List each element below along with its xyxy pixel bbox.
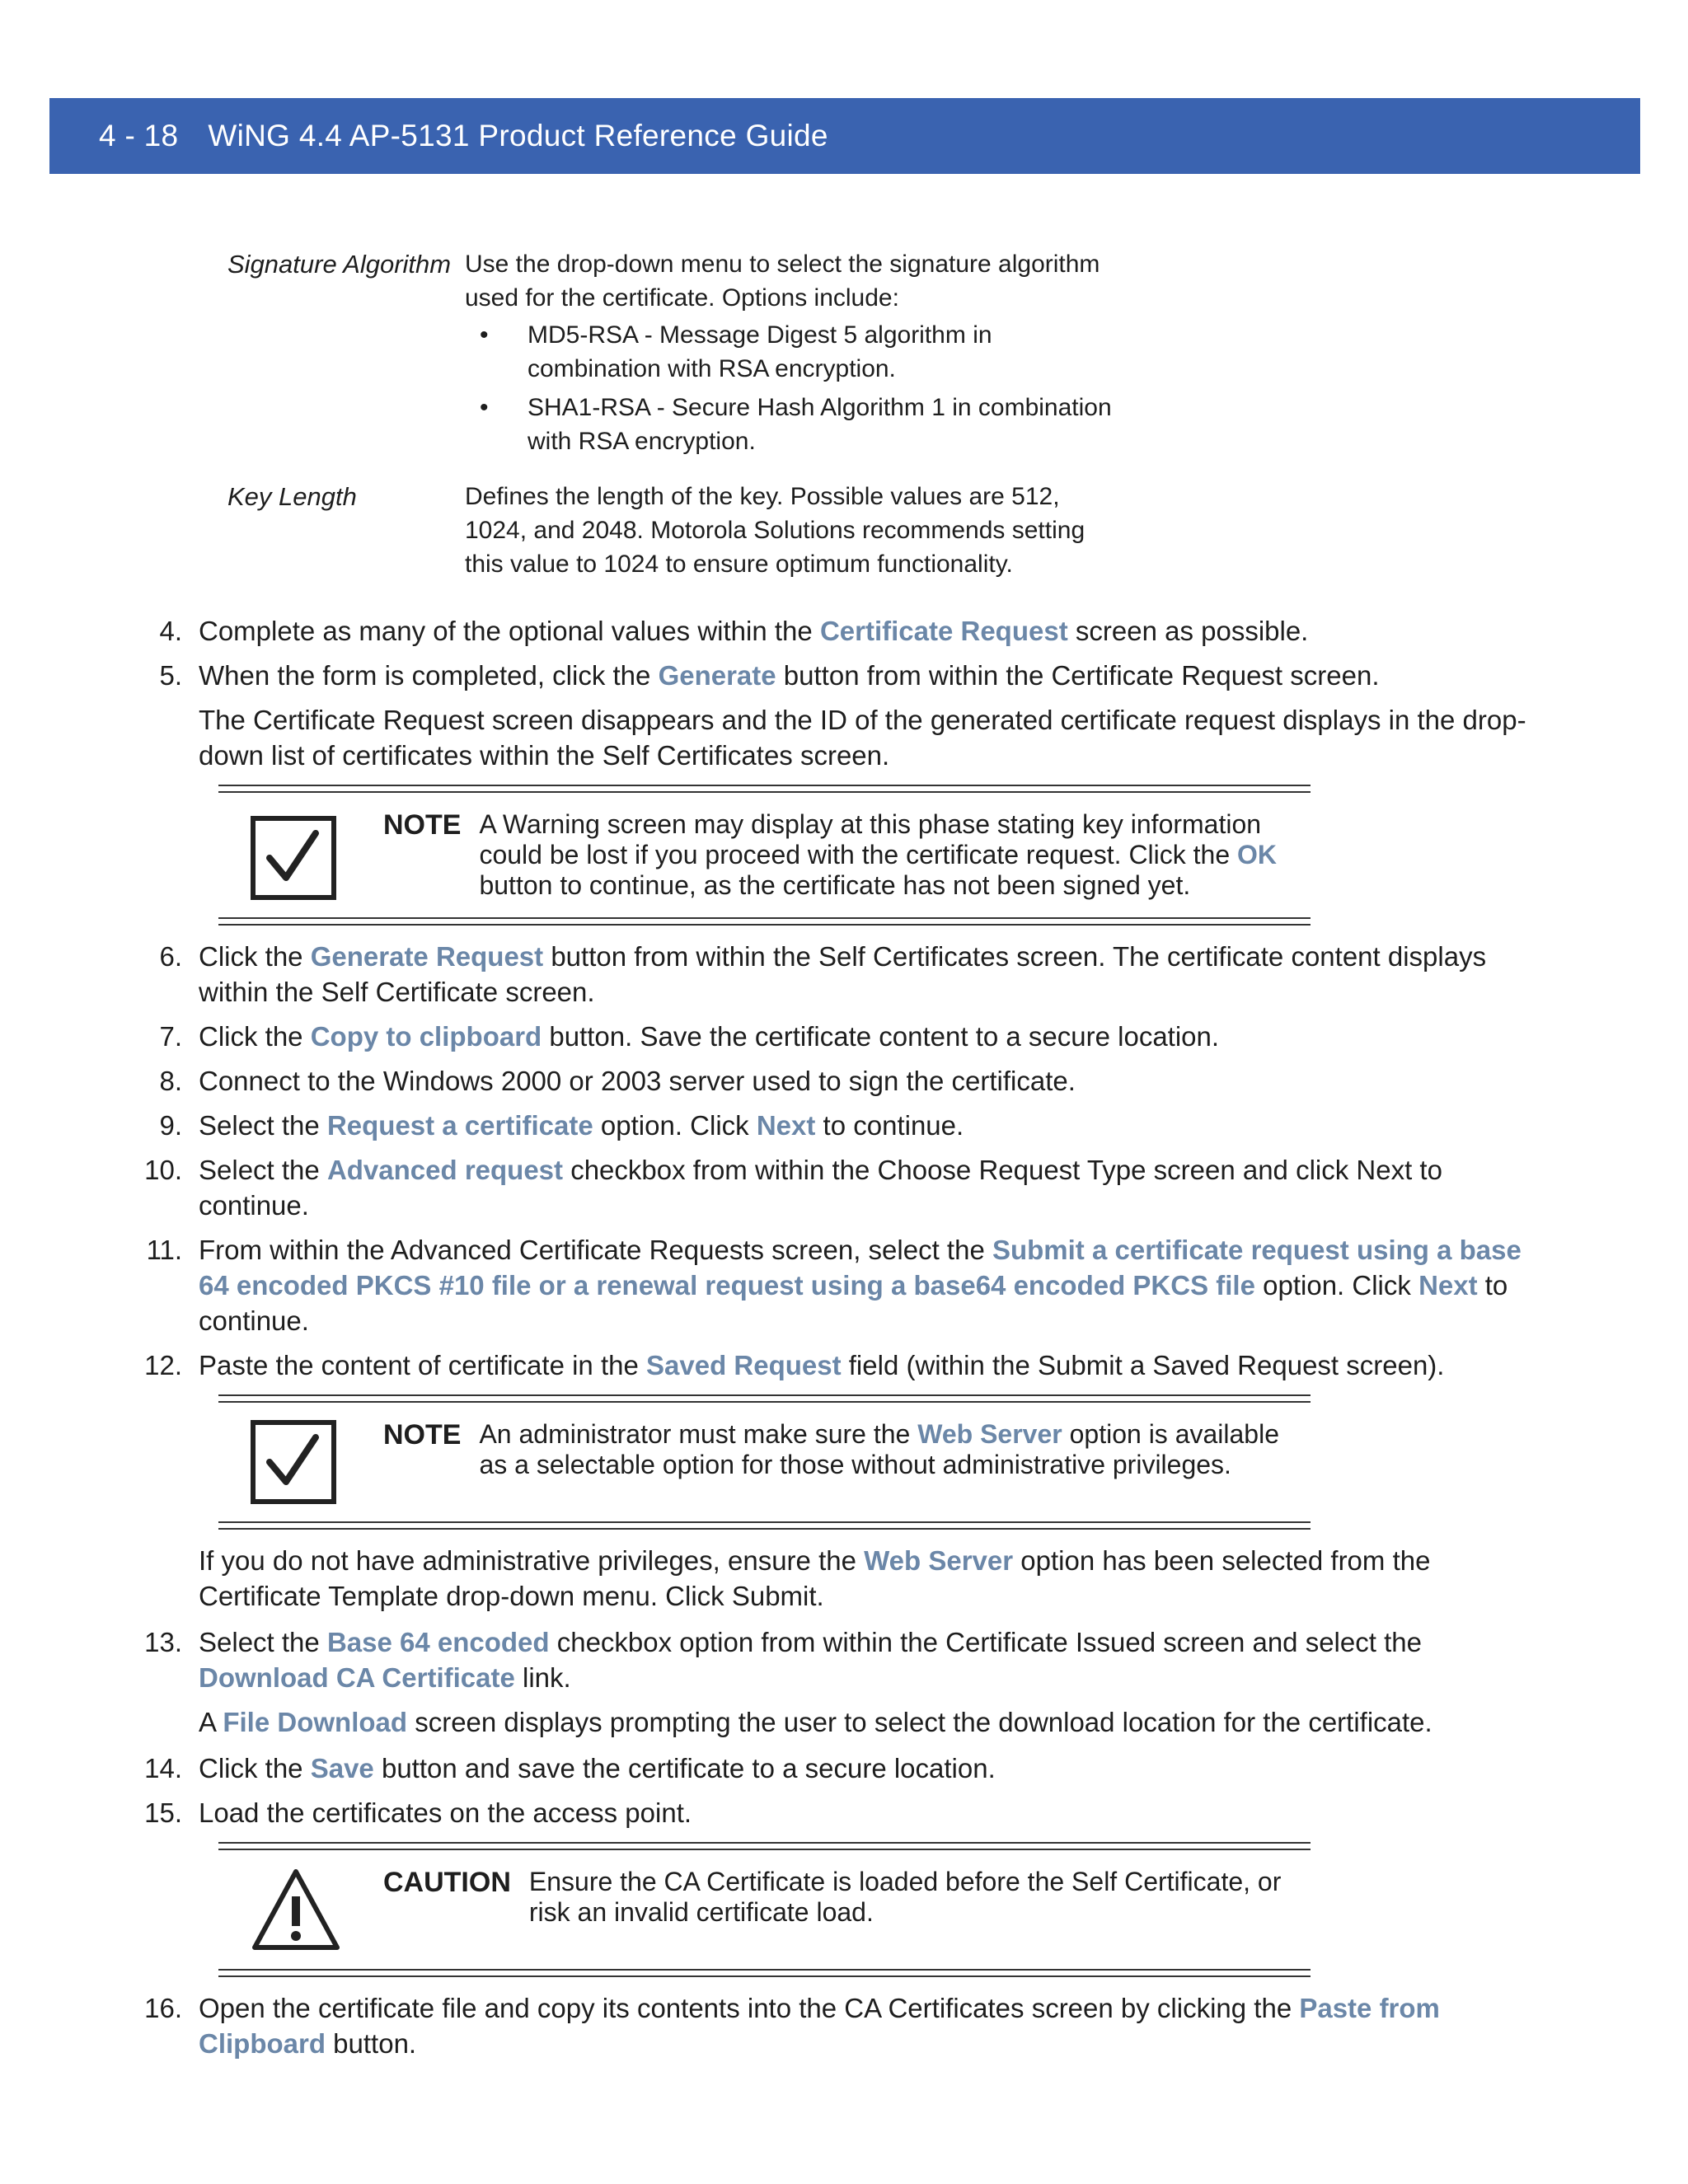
step-12-detail <box>199 1543 1550 1614</box>
step-number: 4. <box>159 616 182 646</box>
step-12 <box>132 1347 1550 1383</box>
checkmark-icon <box>218 1419 383 1505</box>
step-number: 6. <box>159 941 182 972</box>
options-list <box>465 318 1124 458</box>
ui-term: OK <box>1237 840 1278 869</box>
caution-label: CAUTION <box>383 1867 511 1898</box>
text-run: From within the Advanced Certificate Requests screen, select the <box>199 1235 992 1265</box>
step-8 <box>132 1063 1550 1099</box>
caution-callout <box>218 1842 1311 1977</box>
ui-term: Saved Request <box>646 1350 842 1380</box>
step-16 <box>132 1990 1550 2061</box>
ui-term: Paste from Clipboard <box>199 1993 1440 2059</box>
step-number: 16. <box>144 1993 182 2023</box>
step-number: 8. <box>159 1066 182 1096</box>
note-text <box>479 809 1311 901</box>
text-run: Open the certificate file and copy its contents into the CA Certificates screen by clicking the <box>199 1993 1300 2023</box>
text-run: When the form is completed, click the <box>199 660 659 691</box>
step-10 <box>132 1152 1550 1223</box>
header-title: WiNG 4.4 AP-5131 Product Reference Guide <box>208 119 828 152</box>
text-run: button to continue, as the certificate has not been signed yet. <box>479 870 1191 900</box>
list-item <box>465 318 1124 386</box>
text-run: option. Click <box>593 1110 757 1141</box>
step-number: 7. <box>159 1021 182 1052</box>
ui-term: Copy to clipboard <box>310 1021 542 1052</box>
parameter-table <box>227 247 1151 598</box>
step-11 <box>132 1232 1550 1338</box>
step-text <box>199 1152 1550 1223</box>
text-run: to continue. <box>815 1110 964 1141</box>
text-run: An administrator must make sure the <box>479 1419 918 1449</box>
step-7 <box>132 1019 1550 1054</box>
text-run: link. <box>514 1662 571 1693</box>
param-desc-text: Use the drop-down menu to select the signature algorithm used for the certificate. Options include: <box>465 251 1100 312</box>
step-15 <box>132 1795 1550 1830</box>
param-name: Signature Algorithm <box>227 250 452 279</box>
divider <box>218 917 1311 926</box>
ui-term: Save <box>310 1753 374 1783</box>
ui-term: Download CA Certificate <box>199 1662 515 1693</box>
text-run: Select the <box>199 1627 327 1657</box>
step-5-detail: The Certificate Request screen disappears and the ID of the generated certificate request displays in the drop-down list of certificates within the Self Certificates screen. <box>199 705 1526 771</box>
step-text <box>199 1232 1550 1338</box>
step-13 <box>132 1624 1550 1695</box>
text-run: Select the <box>199 1110 327 1141</box>
step-text <box>199 658 1550 693</box>
text-run: If you do not have administrative privileges, ensure the <box>199 1545 865 1576</box>
ui-term: Certificate Request <box>819 616 1068 646</box>
ui-term: Web Server <box>864 1545 1014 1576</box>
ui-term: Generate <box>658 660 776 691</box>
text-run: Click the <box>199 941 311 972</box>
note-callout <box>218 785 1311 926</box>
step-9 <box>132 1108 1550 1143</box>
step-number: 5. <box>159 660 182 691</box>
text-run: button. <box>326 2028 417 2059</box>
divider <box>218 1394 1311 1403</box>
divider <box>218 1842 1311 1850</box>
page-number: 4 - 18 <box>99 119 179 152</box>
divider <box>218 1969 1311 1977</box>
ui-term: Next <box>756 1110 816 1141</box>
step-number: 14. <box>144 1753 182 1783</box>
text-run: button from within the Certificate Request screen. <box>776 660 1380 691</box>
divider <box>218 785 1311 793</box>
ui-term: Generate Request <box>310 941 544 972</box>
step-text: Load the certificates on the access point. <box>199 1797 692 1828</box>
step-text <box>199 1108 1550 1143</box>
note-text <box>479 1419 1311 1505</box>
param-row-signature-algorithm <box>227 247 1151 463</box>
step-number: 11. <box>146 1235 182 1265</box>
param-row-key-length <box>227 480 1151 581</box>
option-text: SHA1-RSA - Secure Hash Algorithm 1 in combination with RSA encryption. <box>528 394 1112 455</box>
step-number: 13. <box>144 1627 182 1657</box>
text-run: Click the <box>199 1753 311 1783</box>
text-run: button and save the certificate to a secure location. <box>373 1753 996 1783</box>
text-run: checkbox option from within the Certificate Issued screen and select the <box>549 1627 1422 1657</box>
step-5 <box>132 658 1550 693</box>
note-label: NOTE <box>383 1419 462 1451</box>
text-run: to continue. <box>199 1270 1508 1336</box>
warning-triangle-icon <box>218 1867 383 1952</box>
list-item <box>465 391 1124 458</box>
step-text <box>199 939 1550 1010</box>
bullet-icon: • <box>480 394 489 421</box>
page-header <box>49 98 1640 174</box>
checkmark-icon <box>218 809 383 901</box>
step-number: 15. <box>144 1797 182 1828</box>
text-run: option. Click <box>1254 1270 1419 1301</box>
step-6 <box>132 939 1550 1010</box>
text-run: A <box>199 1707 223 1737</box>
option-text: MD5-RSA - Message Digest 5 algorithm in combination with RSA encryption. <box>528 321 992 382</box>
ui-term: Request a certificate <box>326 1110 593 1141</box>
step-text: Connect to the Windows 2000 or 2003 server used to sign the certificate. <box>199 1066 1076 1096</box>
step-text <box>199 1990 1550 2061</box>
param-name: Key Length <box>227 482 357 511</box>
step-text <box>199 613 1550 649</box>
ui-term: Next <box>1418 1270 1478 1301</box>
ui-term: Web Server <box>917 1419 1062 1449</box>
text-run: field (within the Submit a Saved Request screen). <box>841 1350 1445 1380</box>
step-number: 12. <box>144 1350 182 1380</box>
text-run: screen as possible. <box>1067 616 1309 646</box>
step-13-detail <box>199 1704 1550 1740</box>
ui-term: Base 64 encoded <box>326 1627 550 1657</box>
step-text <box>199 1624 1550 1695</box>
step-text <box>199 1019 1550 1054</box>
param-description: Defines the length of the key. Possible values are 512, 1024, and 2048. Motorola Solutions recommends setting this value to 1024 to ensure optimum functionality. <box>465 483 1085 578</box>
procedure-steps <box>132 613 1550 2070</box>
ui-term: Advanced request <box>326 1155 564 1185</box>
step-text <box>199 1750 1550 1786</box>
step-4 <box>132 613 1550 649</box>
text-run: Paste the content of certificate in the <box>199 1350 646 1380</box>
text-run: button. Save the certificate content to a secure location. <box>542 1021 1220 1052</box>
ui-term: File Download <box>223 1707 408 1737</box>
step-number: 9. <box>159 1110 182 1141</box>
caution-text: Ensure the CA Certificate is loaded before the Self Certificate, or risk an invalid certificate load. <box>528 1867 1282 1927</box>
text-run: Click the <box>199 1021 311 1052</box>
note-callout <box>218 1394 1311 1530</box>
text-run: screen displays prompting the user to select the download location for the certificate. <box>407 1707 1432 1737</box>
ui-term: Submit a certificate request using a base 64 encoded PKCS #10 file or a renewal request using a base64 encoded PKCS file <box>199 1235 1522 1301</box>
step-number: 10. <box>144 1155 182 1185</box>
text-run: option is available as a selectable option for those without administrative privileges. <box>479 1419 1279 1479</box>
step-text <box>199 1347 1550 1383</box>
step-14 <box>132 1750 1550 1786</box>
text-run: checkbox from within the Choose Request Type screen and click Next to continue. <box>199 1155 1442 1221</box>
text-run: option has been selected from the Certificate Template drop-down menu. Click Submit. <box>199 1545 1431 1611</box>
bullet-icon: • <box>480 321 489 349</box>
param-description <box>465 247 1124 463</box>
text-run: A Warning screen may display at this phase stating key information could be lost if you proceed with the certificate request. Click the <box>479 809 1262 869</box>
text-run: Select the <box>199 1155 327 1185</box>
text-run: button from within the Self Certificates screen. The certificate content displays within the Self Certificate screen. <box>199 941 1487 1007</box>
divider <box>218 1521 1311 1530</box>
note-label: NOTE <box>383 809 462 841</box>
text-run: Complete as many of the optional values within the <box>199 616 820 646</box>
